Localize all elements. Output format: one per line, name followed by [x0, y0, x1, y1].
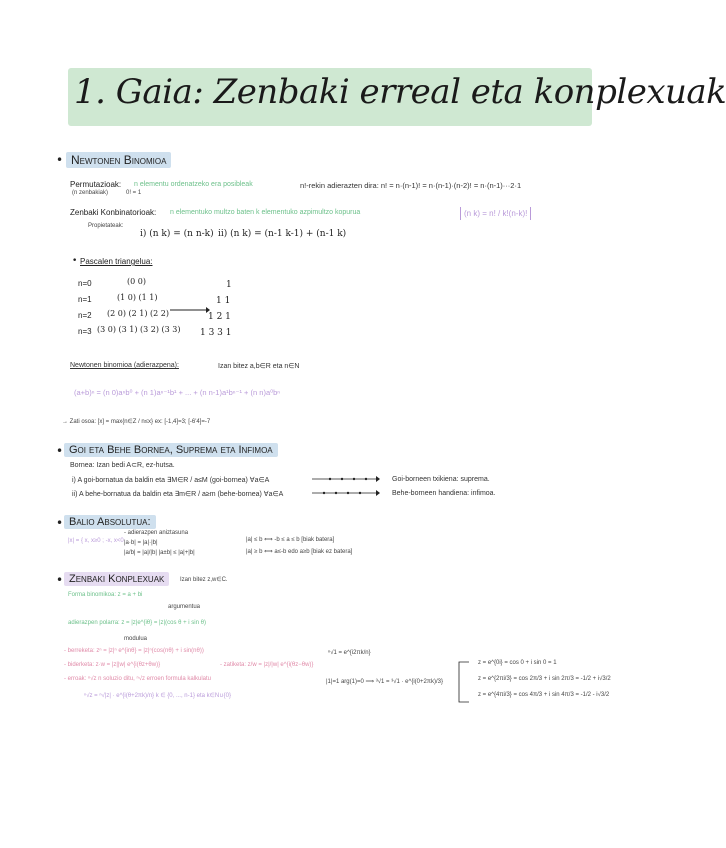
pascal-row-label: n=0: [78, 279, 92, 288]
pascal-binom-row: (1 0) (1 1): [117, 293, 158, 302]
binomioa-label: Newtonen binomioa (adierazpena):: [70, 362, 179, 369]
goi-bornatua: i) A goi-bornatua da baldin eta ∃M∈R / a≤M (goi-bornea) ∀a∈A: [72, 477, 270, 484]
argumentua-label: argumentua: [168, 604, 201, 610]
balio-property: |a·b| = |a|·|b|: [124, 540, 158, 546]
bullet-dot: •: [56, 573, 64, 587]
binomioa-condition: Izan bitez a,b∈R eta n∈N: [218, 363, 300, 370]
infimoa-text: Behe-borneen handiena: infimoa.: [392, 490, 496, 497]
balio-definition: |x| = { x, x≥0 ; -x, x<0: [68, 538, 124, 544]
permutazioak-formula: n!-rekin adierazten dira: n! = n·(n-1)! = n·(n-1)·(n-2)! = n·(n-1)···2·1: [300, 181, 522, 190]
behe-bornatua: ii) A behe-bornatua da baldin eta ∃m∈R / a≥m (behe-bornea) ∀a∈A: [72, 491, 284, 498]
root-solution: z = e^{0i} = cos 0 + i sin 0 = 1: [478, 660, 557, 666]
balio-property: |a/b| = |a|/|b| |a±b| ≤ |a|+|b|: [124, 550, 195, 556]
root-solution: z = e^{4πi/3} = cos 4π/3 + i sin 4π/3 = -1/2 - i√3/2: [478, 692, 610, 698]
balio-inequality: |a| ≤ b ⟺ -b ≤ a ≤ b [biak batera]: [246, 537, 335, 543]
konplexuak-intro: Izan bitez z,w∈C.: [180, 577, 228, 583]
example-root-unity: ⁿ√1 = e^{i2πk/n}: [328, 650, 371, 656]
pascal-value-row: 1 2 1: [208, 312, 231, 322]
zero-factorial: 0! = 1: [126, 190, 142, 196]
suprema-text: Goi-borneen txikiena: suprema.: [392, 476, 490, 483]
pascal-binom-row: (2 0) (2 1) (2 2): [107, 309, 169, 318]
heading-balio-absolutua: Balio Absolutua:: [64, 515, 156, 529]
property-1: i) (n k) = (n n-k): [140, 229, 214, 239]
arrow-right-icon: [170, 305, 210, 315]
kombinatorioak-text: n elementuko multzo baten k elementuko azpimultzo kopurua: [170, 209, 361, 216]
forma-binomikoa: Forma binomikoa: z = a + bi: [68, 592, 143, 598]
propietateak-label: Propietateak:: [88, 223, 124, 229]
pascal-value-row: 1 1: [216, 296, 231, 306]
zati-osoa: → Zati osoa: [x] = max{n∈Z / n≤x} ex: [-1,4]=3; [-6'4]=-7: [62, 419, 211, 425]
bullet-dot: •: [56, 444, 64, 458]
pascal-binom-row: (3 0) (3 1) (3 2) (3 3): [97, 325, 181, 334]
kombinatorioak-formula: (n k) = n! / k!(n-k)!: [460, 207, 531, 220]
berreketa: - berreketa: zⁿ = |z|ⁿ e^{inθ} = |z|ⁿ(cos(nθ) + i sin(nθ)): [64, 648, 204, 654]
bullet-dot: •: [72, 256, 78, 266]
number-line-icon: [312, 473, 380, 483]
erroak: - erroak: ⁿ√z n soluzio ditu, ⁿ√z erroen formula kalkulatu: [64, 676, 212, 682]
bullet-dot: •: [56, 516, 64, 530]
root-solution: z = e^{2πi/3} = cos 2π/3 + i sin 2π/3 = -1/2 + i√3/2: [478, 676, 611, 682]
kombinatorioak-label: Zenbaki Konbinatorioak:: [70, 208, 157, 217]
biderketa: - biderketa: z·w = |z||w| e^{i(θz+θw)}: [64, 662, 161, 668]
pascal-row-label: n=3: [78, 327, 92, 336]
modulua-label: modulua: [124, 636, 148, 642]
bornea-intro: Bornea: Izan bedi A⊂R, ez-hutsa.: [70, 462, 175, 469]
pascal-value-row: 1: [226, 280, 232, 290]
property-2: ii) (n k) = (n-1 k-1) + (n-1 k): [218, 229, 347, 239]
n-definition: (n zenbakiak): [72, 190, 109, 196]
balio-inequality: |a| ≥ b ⟺ a≤-b edo a≥b [biak ez batera]: [246, 549, 353, 555]
euler-example: |1|=1 arg(1)=0 ⟹ ³√1 = ³√1 · e^{i(0+2πk)/3}: [326, 679, 443, 685]
adierazpen-polarra: adierazpen polarra: z = |z|e^{iθ} = |z|(cos θ + i sin θ): [68, 620, 206, 626]
permutazioak-label: Permutazioak:: [70, 180, 122, 189]
erroak-formula: ⁿ√z = ⁿ√|z| · e^{i(θ+2πk)/n} k ∈ {0, ..., n-1} eta k∈N∪{0}: [84, 693, 231, 699]
permutazioak-text: n elementu ordenatzeko era posibleak: [134, 181, 253, 188]
page-title: 1. Gaia: Zenbaki erreal eta konplexuak: [74, 72, 726, 112]
binomioa-formula: (a+b)ⁿ = (n 0)aⁿb⁰ + (n 1)aⁿ⁻¹b¹ + ... + (n n-1)a¹bⁿ⁻¹ + (n n)a⁰bⁿ: [74, 388, 281, 397]
pascal-row-label: n=1: [78, 295, 92, 304]
heading-newton: Newtonen Binomioa: [66, 152, 171, 168]
heading-goi-behe: Goi eta Behe Bornea, Suprema eta Infimoa: [64, 443, 278, 457]
bracket-icon: [455, 660, 471, 704]
pascal-row-label: n=2: [78, 311, 92, 320]
number-line-icon: [312, 487, 380, 497]
bullet-dot: •: [56, 153, 64, 167]
pascal-label: Pascalen triangelua:: [80, 257, 153, 266]
heading-konplexuak: Zenbaki Konplexuak: [64, 572, 169, 586]
balio-property: - adierazpen aniztasuna: [124, 530, 189, 536]
pascal-binom-row: (0 0): [127, 277, 146, 286]
zatiketa: - zatiketa: z/w = |z|/|w| e^{i(θz−θw)}: [220, 662, 314, 668]
pascal-value-row: 1 3 3 1: [200, 328, 232, 338]
